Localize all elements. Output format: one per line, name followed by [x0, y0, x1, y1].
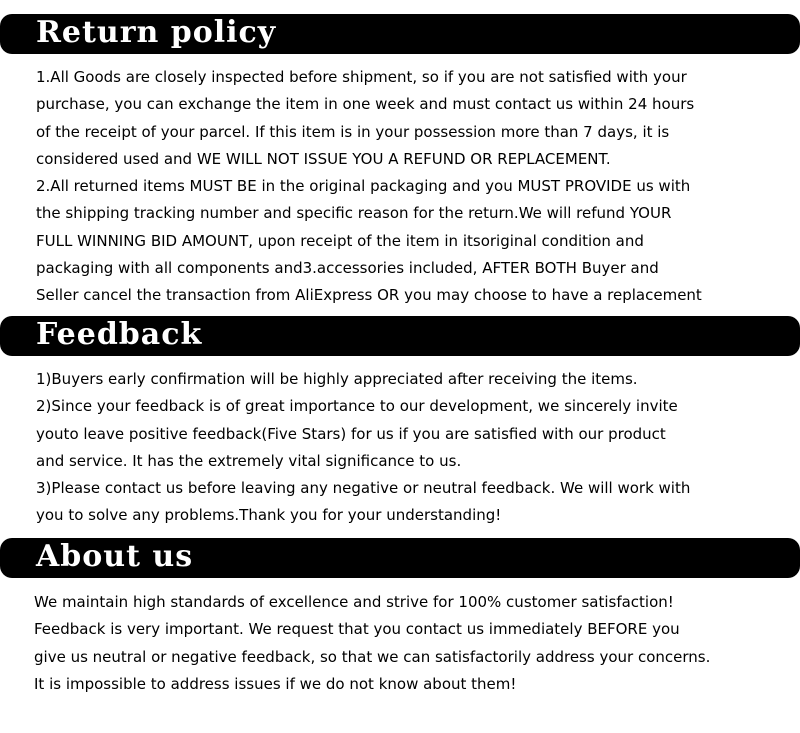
about-us-title: About us [36, 539, 194, 574]
return-policy-line: considered used and WE WILL NOT ISSUE YOU A REFUND OR REPLACEMENT. [36, 149, 611, 168]
about-us-line: It is impossible to address issues if we do not know about them! [34, 674, 517, 693]
feedback-body [36, 366, 796, 530]
about-us-line: Feedback is very important. We request that you contact us immediately BEFORE you [34, 620, 680, 639]
feedback-header [0, 316, 800, 356]
feedback-line: 1)Buyers early confirmation will be highly appreciated after receiving the items. [36, 370, 638, 388]
feedback-line: and service. It has the extremely vital significance to us. [36, 451, 462, 470]
return-policy-body [36, 64, 796, 310]
feedback-line: 3)Please contact us before leaving any negative or neutral feedback. We will work with [36, 479, 691, 498]
about-us-body [34, 589, 794, 698]
feedback-line: youto leave positive feedback(Five Stars) for us if you are satisfied with our product [36, 424, 666, 443]
return-policy-line: packaging with all components and3.accessories included, AFTER BOTH Buyer and [36, 259, 659, 278]
return-policy-line: 2.All returned items MUST BE in the original packaging and you MUST PROVIDE us with [36, 177, 691, 196]
about-us-header [0, 538, 800, 578]
return-policy-line: 1.All Goods are closely inspected before shipment, so if you are not satisfied with your [36, 68, 687, 86]
feedback-line: you to solve any problems.Thank you for your understanding! [36, 506, 502, 525]
about-us-line: We maintain high standards of excellence and strive for 100% customer satisfaction! [34, 593, 674, 611]
feedback-title: Feedback [36, 317, 203, 352]
feedback-line: 2)Since your feedback is of great importance to our development, we sincerely invite [36, 397, 678, 416]
return-policy-title: Return policy [36, 15, 277, 50]
return-policy-line: Seller cancel the transaction from AliExpress OR you may choose to have a replacement [36, 286, 702, 305]
return-policy-header [0, 14, 800, 54]
return-policy-line: purchase, you can exchange the item in one week and must contact us within 24 hours [36, 95, 695, 114]
return-policy-line: of the receipt of your parcel. If this item is in your possession more than 7 days, it is [36, 122, 670, 141]
return-policy-line: FULL WINNING BID AMOUNT, upon receipt of the item in itsoriginal condition and [36, 231, 644, 250]
about-us-line: give us neutral or negative feedback, so that we can satisfactorily address your concerns. [34, 647, 711, 666]
return-policy-line: the shipping tracking number and specific reason for the return.We will refund YOUR [36, 204, 672, 223]
